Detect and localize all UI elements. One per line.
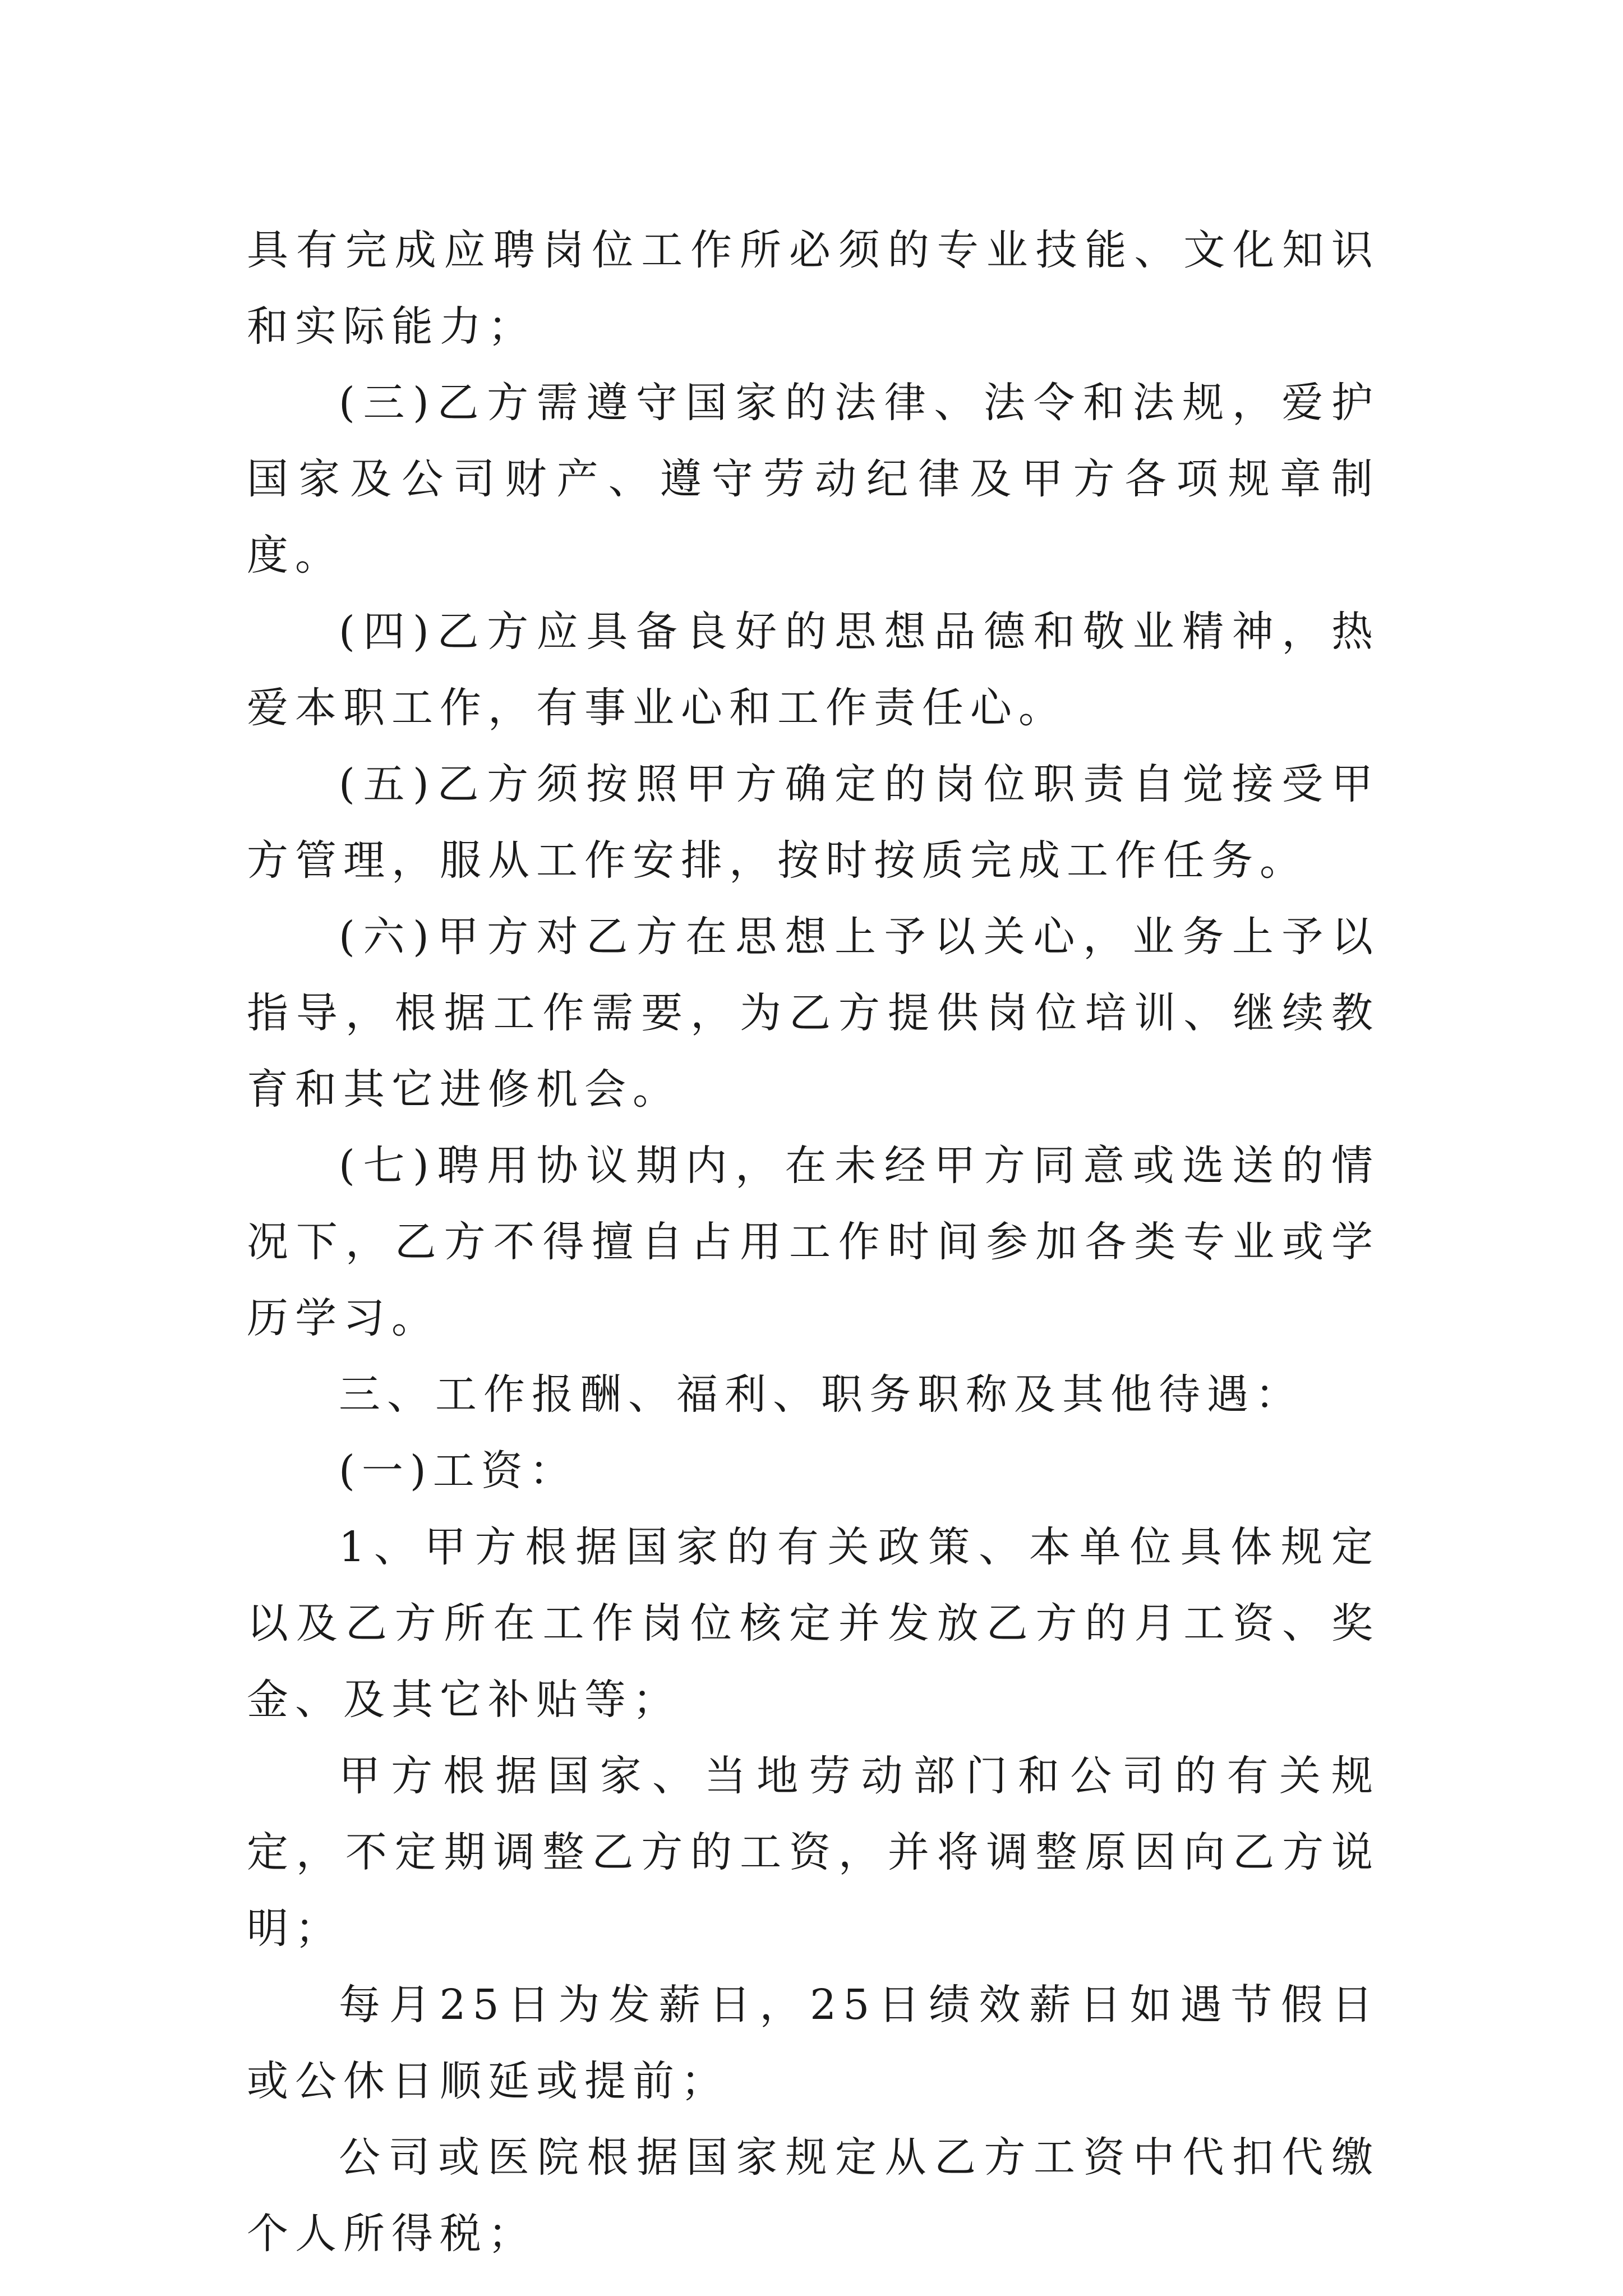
paragraph-tax: 公司或医院根据国家规定从乙方工资中代扣代缴个人所得税； bbox=[247, 2133, 1380, 2258]
document-body bbox=[247, 212, 1380, 2272]
section-heading-3: 三、工作报酬、福利、职务职称及其他待遇： bbox=[339, 1370, 1303, 1419]
paragraph-item-7: (七)聘用协议期内，在未经甲方同意或选送的情况下，乙方不得擅自占用工作时间参加各类专业或学历学习。 bbox=[247, 1142, 1380, 1342]
paragraph-wage-adjustment: 甲方根据国家、当地劳动部门和公司的有关规定，不定期调整乙方的工资，并将调整原因向乙方说明； bbox=[247, 1752, 1380, 1953]
paragraph-item-4: (四)乙方应具备良好的思想品德和敬业精神，热爱本职工作，有事业心和工作责任心。 bbox=[247, 608, 1380, 732]
paragraph-item-6: (六)甲方对乙方在思想上予以关心，业务上予以指导，根据工作需要，为乙方提供岗位培训、继续教育和其它进修机会。 bbox=[247, 913, 1380, 1114]
paragraph-payday: 每月25日为发薪日，25日绩效薪日如遇节假日或公休日顺延或提前； bbox=[247, 1981, 1380, 2105]
subsection-heading-wages: (一)工资： bbox=[339, 1447, 578, 1495]
paragraph-wage-1: 1、甲方根据国家的有关政策、本单位具体规定以及乙方所在工作岗位核定并发放乙方的月工资、奖金、及其它补贴等； bbox=[247, 1523, 1380, 1724]
paragraph-item-5: (五)乙方须按照甲方确定的岗位职责自觉接受甲方管理，服从工作安排，按时按质完成工作任务。 bbox=[247, 760, 1380, 885]
paragraph-continuation: 具有完成应聘岗位工作所必须的专业技能、文化知识和实际能力； bbox=[247, 226, 1380, 351]
paragraph-item-3: (三)乙方需遵守国家的法律、法令和法规，爱护国家及公司财产、遵守劳动纪律及甲方各项规章制度。 bbox=[247, 379, 1380, 579]
